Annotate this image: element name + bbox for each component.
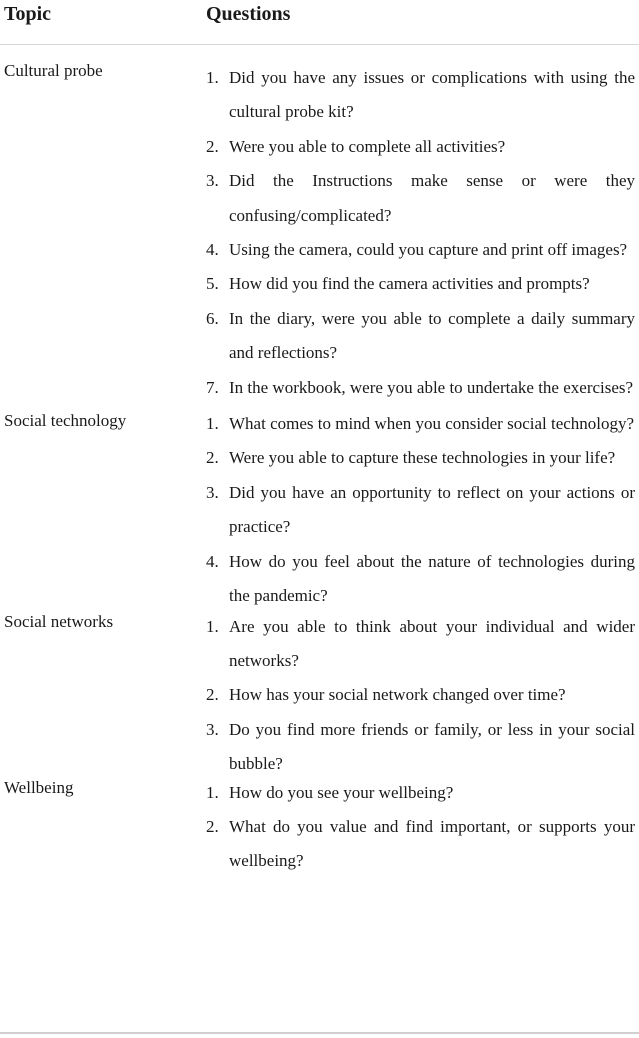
table-row: [0, 45, 639, 405]
table-bottom-rule: [0, 1032, 639, 1034]
question-item: 1. How do you see your wellbeing?: [206, 782, 454, 802]
question-item: 6. In the diary, were you able to complete a daily summary and reflections?: [206, 308, 635, 363]
question-list: [206, 61, 635, 405]
question-item: 5. How did you find the camera activities and prompts?: [206, 274, 590, 294]
row-topic: Wellbeing: [4, 777, 74, 797]
row-topic: Cultural probe: [4, 61, 103, 80]
table-row: [0, 777, 639, 879]
question-item: 4. How do you feel about the nature of technologies during the pandemic?: [206, 551, 635, 606]
question-item: 1. Are you able to think about your individual and wider networks?: [206, 616, 635, 670]
question-item: 2. Were you able to complete all activities?: [206, 136, 506, 156]
question-item: 4. Using the camera, could you capture and print off images?: [206, 240, 628, 260]
question-item: 3. Did the Instructions make sense or were they confusing/complicated?: [206, 171, 635, 225]
header-topic: Topic: [4, 3, 52, 25]
row-topic: Social networks: [4, 611, 114, 631]
row-topic: Social technology: [4, 411, 127, 431]
question-item: 3. Do you find more friends or family, or less in your social bubble?: [206, 719, 635, 774]
question-item: 3. Did you have an opportunity to reflect on your actions or practice?: [206, 482, 635, 537]
table-row: [0, 405, 639, 613]
question-item: 1. Did you have any issues or complications with using the cultural probe kit?: [206, 68, 635, 122]
question-item: 1. What comes to mind when you consider social technology?: [206, 414, 635, 434]
question-list: [206, 776, 635, 879]
question-item: 2. What do you value and find important, or supports your wellbeing?: [206, 816, 635, 871]
table-row: [0, 611, 639, 782]
question-item: 2. Were you able to capture these technologies in your life?: [206, 448, 616, 468]
question-item: 2. How has your social network changed over time?: [206, 685, 566, 705]
table-header: [0, 0, 639, 45]
question-item: 7. In the workbook, were you able to undertake the exercises?: [206, 377, 634, 397]
question-list: [206, 610, 635, 782]
header-questions: Questions: [206, 3, 291, 25]
question-list: [206, 407, 635, 613]
